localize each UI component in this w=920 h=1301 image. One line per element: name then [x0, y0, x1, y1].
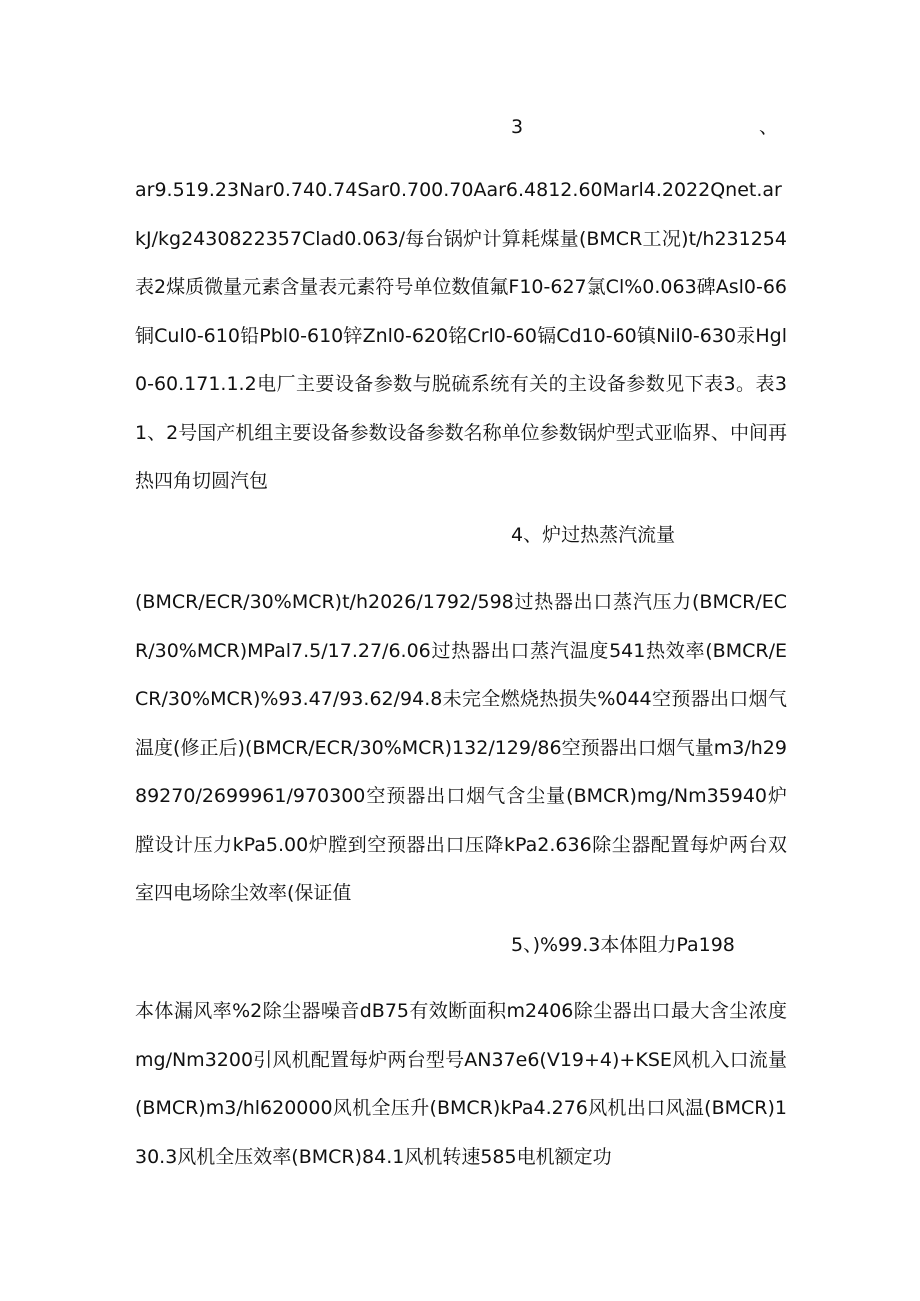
paragraph-coal-analysis: ar9.519.23Nar0.740.74Sar0.700.70Aar6.4812.60Marl4.2022Qnet.arkJ/kg2430822357Clad0.063/每台锅炉计算耗煤量(BMCR工况)t/h231254表2煤质微量元素含量表元素符号单位数值氟F10-627氯Cl%0.063碑Asl0-66铜Cul0-610铅Pbl0-610锌Znl0-620铭Crl0-60镉Cd10-60镇Nil0-630汞Hgl0-60.171.1.2电厂主要设备参数与脱硫系统有关的主设备参数见下表3。表31、2号国产机组主要设备参数设备参数名称单位参数锅炉型式亚临界、中间再热四角切圆汽包: [135, 179, 787, 492]
paragraph-boiler-params: (BMCR/ECR/30%MCR)t/h2026/1792/598过热器出口蒸汽压力(BMCR/ECR/30%MCR)MPal7.5/17.27/6.06过热器出口蒸汽温度541热效率(BMCR/ECR/30%MCR)%93.47/93.62/94.8未完全燃烧热损失%044空预器出口烟气温度(修正后)(BMCR/ECR/30%MCR)132/129/86空预器出口烟气量m3/h2989270/2699961/970300空预器出口烟气含尘量(BMCR)mg/Nm35940炉膛设计压力kPa5.00炉膛到空预器出口压降kPa2.636除尘器配置每炉两台双室四电场除尘效率(保证值: [135, 591, 787, 904]
heading-3-mark: 、: [759, 116, 779, 138]
heading-5: 5、)%99.3本体阻力Pa198: [511, 934, 735, 956]
heading-4: 4、炉过热蒸汽流量: [511, 524, 676, 546]
paragraph-dust-fan-params: 本体漏风率%2除尘器噪音dB75有效断面积m2406除尘器出口最大含尘浓度mg/Nm3200引风机配置每炉两台型号AN37e6(V19+4)+KSE风机入口流量(BMCR)m3/hl620000风机全压升(BMCR)kPa4.276风机出口风温(BMCR)130.3风机全压效率(BMCR)84.1风机转速585电机额定功: [135, 1000, 787, 1168]
heading-3-number: 3: [511, 116, 524, 138]
